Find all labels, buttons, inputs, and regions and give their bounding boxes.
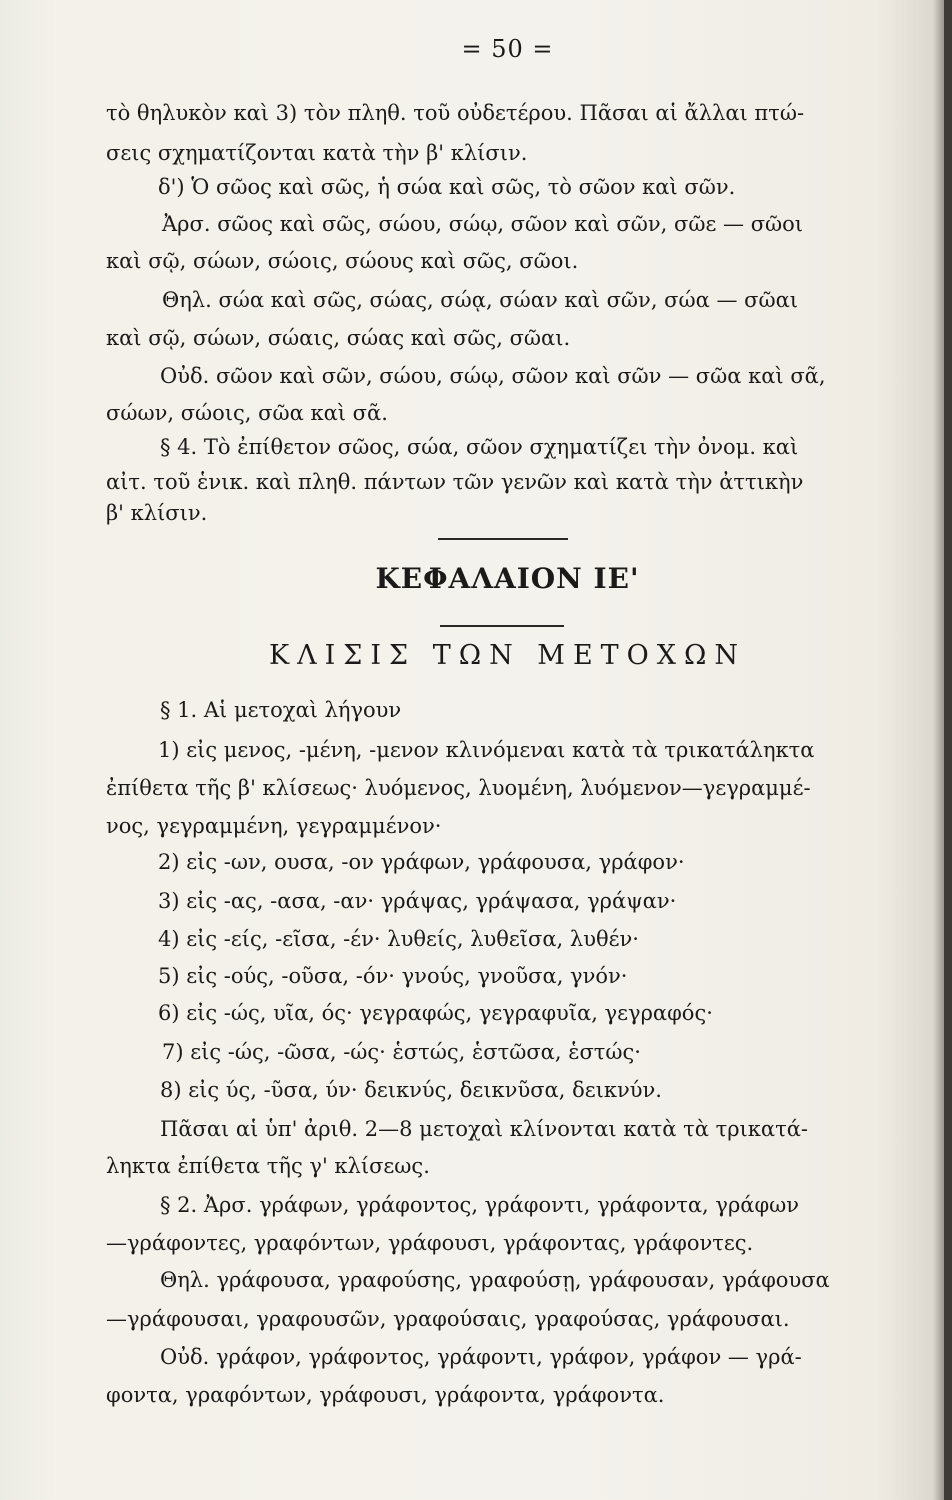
text-line: αἰτ. τοῦ ἑνικ. καὶ πληθ. πάντων τῶν γενῶν καὶ κατὰ τὴν ἀττικὴν xyxy=(106,470,804,494)
text-line: 4) εἰς -είς, -εῖσα, -έν· λυθείς, λυθεῖσα, λυθέν· xyxy=(158,927,639,951)
section-divider xyxy=(438,538,568,540)
text-line: ἐπίθετα τῆς β' κλίσεως· λυόμενος, λυομένη, λυόμενον—γεγραμμέ- xyxy=(106,776,811,800)
title-divider xyxy=(440,625,564,627)
text-line: 1) εἰς μενος, -μένη, -μενον κλινόμεναι κατὰ τὰ τρικατάληκτα xyxy=(158,738,815,762)
text-line: ληκτα ἐπίθετα τῆς γ' κλίσεως. xyxy=(106,1154,430,1178)
text-line: σεις σχηματίζονται κατὰ τὴν β' κλίσιν. xyxy=(106,141,528,165)
text-line: —γράφοντες, γραφόντων, γράφουσι, γράφοντας, γράφοντες. xyxy=(106,1231,754,1255)
text-line: 7) εἰς -ώς, -ῶσα, -ώς· ἑστώς, ἑστῶσα, ἑστώς· xyxy=(162,1040,641,1064)
page-number: = 50 = xyxy=(461,35,554,63)
text-line: 6) εἰς -ώς, υῖα, ός· γεγραφώς, γεγραφυῖα, γεγραφός· xyxy=(158,1001,713,1025)
text-line: καὶ σῷ, σώων, σώαις, σώας καὶ σῶς, σῶαι. xyxy=(106,326,571,350)
text-line: νος, γεγραμμένη, γεγραμμένον· xyxy=(106,814,442,838)
text-line: σώων, σώοις, σῶα καὶ σᾶ. xyxy=(106,401,388,425)
section-title: ΚΛΙΣΙΣ ΤΩΝ ΜΕΤΟΧΩΝ xyxy=(268,640,747,671)
text-line: —γράφουσαι, γραφουσῶν, γραφούσαις, γραφούσας, γράφουσαι. xyxy=(106,1307,790,1331)
text-line: Οὐδ. γράφον, γράφοντος, γράφοντι, γράφον, γράφον — γρά- xyxy=(160,1345,802,1369)
text-line: 2) εἰς -ων, ουσα, -ον γράφων, γράφουσα, γράφον· xyxy=(158,850,685,874)
text-line: Θηλ. σώα καὶ σῶς, σώας, σώᾳ, σώαν καὶ σῶν, σώα — σῶαι xyxy=(162,288,799,312)
text-line: § 2. Ἀρσ. γράφων, γράφοντος, γράφοντι, γράφοντα, γράφων xyxy=(160,1193,800,1217)
text-line: Θηλ. γράφουσα, γραφούσης, γραφούσῃ, γράφουσαν, γράφουσα xyxy=(160,1268,830,1292)
text-line: § 4. Τὸ ἐπίθετον σῶος, σώα, σῶον σχηματίζει τὴν ὀνομ. καὶ xyxy=(160,435,799,459)
text-line: φοντα, γραφόντων, γράφουσι, γράφοντα, γράφοντα. xyxy=(106,1383,665,1407)
text-line: Ἀρσ. σῶος καὶ σῶς, σώου, σώῳ, σῶον καὶ σῶν, σῶε — σῶοι xyxy=(162,212,804,236)
text-line: 8) εἰς ύς, -ῦσα, ύν· δεικνύς, δεικνῦσα, δεικνύν. xyxy=(160,1078,662,1102)
chapter-title: ΚΕΦΑΛΑΙΟΝ ΙΕ' xyxy=(375,562,640,595)
page-edge-shadow xyxy=(944,0,952,1500)
text-line: καὶ σῷ, σώων, σώοις, σώους καὶ σῶς, σῶοι. xyxy=(106,249,579,273)
text-line: § 1. Αἱ μετοχαὶ λήγουν xyxy=(160,698,402,722)
text-line: 5) εἰς -ούς, -οῦσα, -όν· γνούς, γνοῦσα, γνόν· xyxy=(158,964,628,988)
text-line: β' κλίσιν. xyxy=(106,501,208,525)
text-line: 3) εἰς -ας, -ασα, -αν· γράψας, γράψασα, γράψαν· xyxy=(158,889,677,913)
text-line: Οὐδ. σῶον καὶ σῶν, σώου, σώῳ, σῶον καὶ σῶν — σῶα καὶ σᾶ, xyxy=(160,364,826,388)
text-line: δ') Ὁ σῶος καὶ σῶς, ἡ σώα καὶ σῶς, τὸ σῶον καὶ σῶν. xyxy=(158,175,736,199)
text-line: τὸ θηλυκὸν καὶ 3) τὸν πληθ. τοῦ οὐδετέρου. Πᾶσαι αἱ ἄλλαι πτώ- xyxy=(106,101,805,125)
text-line: Πᾶσαι αἱ ὑπ' ἀριθ. 2—8 μετοχαὶ κλίνονται κατὰ τὰ τρικατά- xyxy=(160,1117,808,1141)
